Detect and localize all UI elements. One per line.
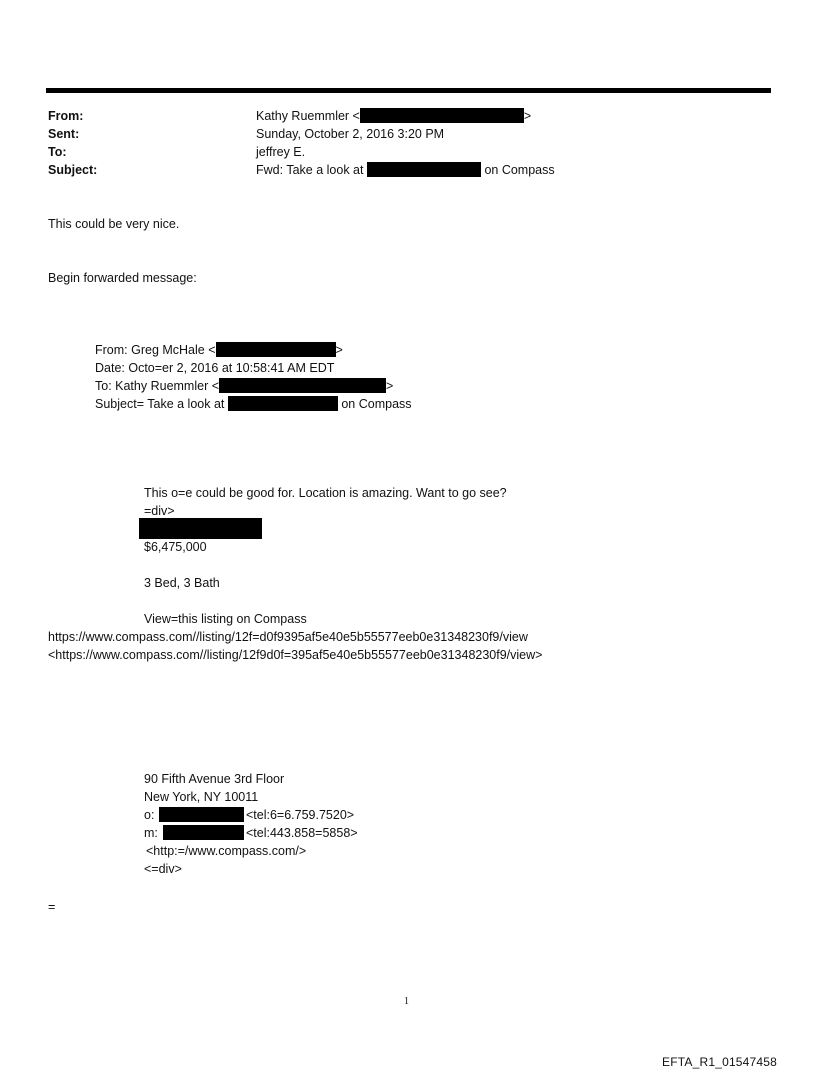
- page-number: 1: [404, 996, 409, 1007]
- body-line-1: This could be very nice.: [48, 217, 180, 231]
- listing-url-2[interactable]: <https://www.compass.com//listing/12f9d0f=395af5e40e5b55577eeb0e31348230f9/view>: [48, 648, 543, 662]
- fwd-from: From: Greg McHale < >: [95, 343, 343, 357]
- signature-address-2: New York, NY 10011: [144, 790, 259, 804]
- fwd-date: Date: Octo=er 2, 2016 at 10:58:41 AM EDT: [95, 361, 335, 375]
- to-value: jeffrey E.: [256, 145, 306, 159]
- redaction-bar: [219, 378, 386, 393]
- fwd-to: To: Kathy Ruemmler < >: [95, 379, 394, 393]
- to-label: To:: [48, 145, 67, 159]
- trailing-equals: =: [48, 900, 56, 914]
- listing-beds: 3 Bed, 3 Bath: [144, 576, 220, 590]
- header-rule: [46, 88, 771, 93]
- subject-prefix: Fwd: Take a look at: [256, 163, 364, 177]
- from-label: From:: [48, 109, 84, 123]
- listing-price: $6,475,000: [144, 540, 207, 554]
- body-line-2: Begin forwarded message:: [48, 271, 197, 285]
- redaction-bar: [139, 518, 262, 539]
- listing-view-link[interactable]: View=this listing on Compass: [144, 612, 307, 626]
- mobile-tel-link[interactable]: <tel:443.858=5858>: [246, 826, 358, 840]
- signature-div-close: <=div>: [144, 862, 182, 876]
- sent-label: Sent:: [48, 127, 80, 141]
- from-close: >: [523, 109, 532, 123]
- fwd-subject: Subject= Take a look at on Compass: [95, 397, 412, 411]
- redaction-bar: [367, 162, 481, 177]
- message-div-open: =div>: [144, 504, 175, 518]
- redaction-bar: [228, 396, 338, 411]
- signature-website[interactable]: <http:=/www.compass.com/>: [146, 844, 307, 858]
- office-tel-link[interactable]: <tel:6=6.759.7520>: [246, 808, 355, 822]
- subject-label: Subject:: [48, 163, 98, 177]
- document-id: EFTA_R1_01547458: [662, 1055, 778, 1069]
- sent-value: Sunday, October 2, 2016 3:20 PM: [256, 127, 445, 141]
- signature-address-1: 90 Fifth Avenue 3rd Floor: [144, 772, 285, 786]
- message-line-1: This o=e could be good for. Location is amazing. Want to go see?: [144, 486, 507, 500]
- redaction-bar: [163, 825, 244, 840]
- redaction-bar: [360, 108, 524, 123]
- from-name: Kathy Ruemmler <: [256, 109, 360, 123]
- redaction-bar: [159, 807, 244, 822]
- subject-value: [256, 161, 555, 179]
- from-value: [256, 107, 531, 125]
- listing-url-1[interactable]: https://www.compass.com//listing/12f=d0f9395af5e40e5b55577eeb0e31348230f9/view: [48, 630, 528, 644]
- redaction-bar: [216, 342, 336, 357]
- subject-suffix: on Compass: [484, 163, 555, 177]
